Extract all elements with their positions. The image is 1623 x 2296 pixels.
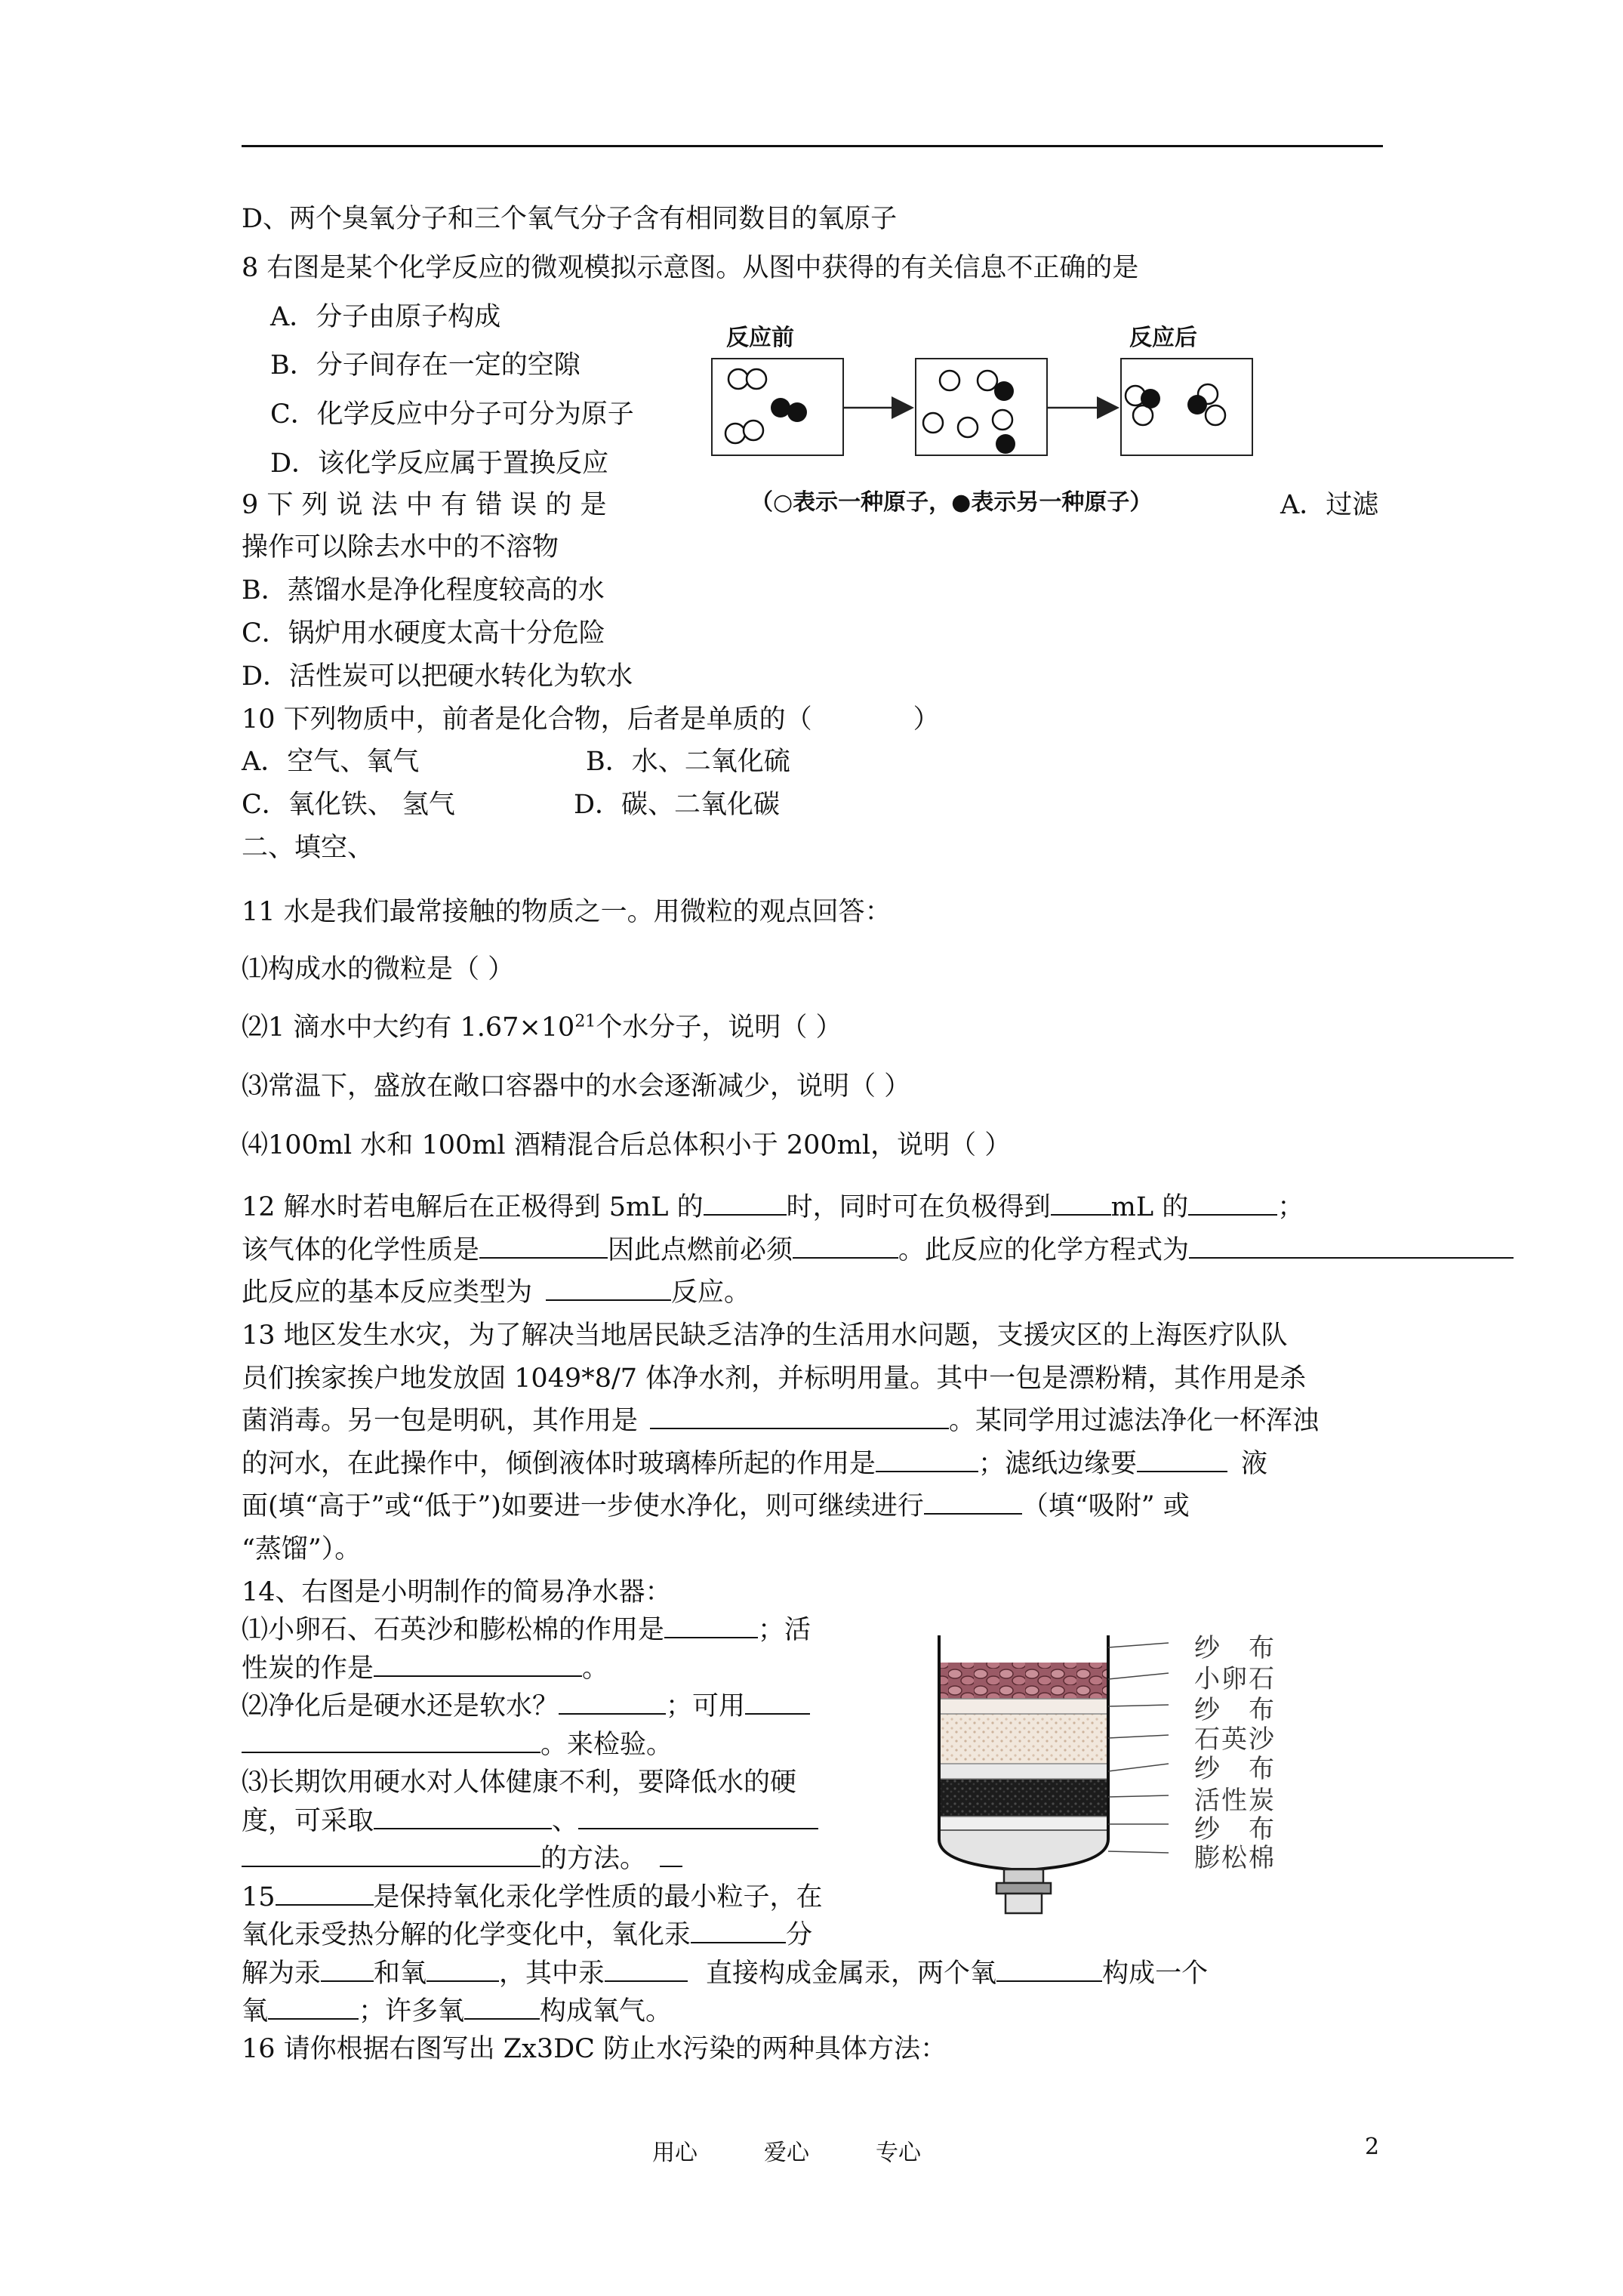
- filter-label-cotton: 膨松棉: [1194, 1843, 1276, 1873]
- q10-option-a: A．空气、氧气: [242, 747, 420, 777]
- q13-text-6: 面(填“高于”或“低于”)如要进一步使水净化，则可继续进行: [242, 1491, 924, 1521]
- q13-blank-3[interactable]: [1137, 1448, 1227, 1472]
- q8-option-c: C．化学反应中分子可分为原子: [270, 399, 634, 430]
- q9-stem: 9 下 列 说 法 中 有 错 误 的 是: [242, 490, 607, 520]
- q8-option-d: D．该化学反应属于置换反应: [270, 448, 609, 479]
- q15-text-12: 构成氧气。: [540, 1996, 673, 2026]
- q11-part2-exponent: 21: [574, 1012, 596, 1031]
- q14-text-3: 性炭的作是: [242, 1653, 374, 1684]
- q8-stem: 8 右图是某个化学反应的微观模拟示意图。从图中获得的有关信息不正确的是: [242, 253, 1139, 283]
- q15-text-8: 直接构成金属汞，两个氧: [706, 1959, 997, 1989]
- q14-blank-8[interactable]: [242, 1843, 540, 1867]
- filter-label-quartz-sand: 石英沙: [1194, 1724, 1276, 1755]
- q12-blank-3[interactable]: [1188, 1191, 1277, 1216]
- q11-part2-text-end: 个水分子，说明（ ）: [596, 1012, 842, 1043]
- q12-blank-7[interactable]: [546, 1277, 671, 1301]
- q15-text-2: 是保持氧化汞化学性质的最小粒子，在: [373, 1882, 823, 1912]
- q11-part3: ⑶常温下，盛放在敞口容器中的水会逐渐减少，说明（ ）: [242, 1071, 911, 1102]
- q14-text-6: ；可用: [666, 1691, 746, 1721]
- q10-option-d: D．碳、二氧化碳: [574, 790, 781, 820]
- q15-text-9: 构成一个: [1102, 1959, 1209, 1989]
- q15-blank-6[interactable]: [996, 1958, 1102, 1982]
- q15-blank-5[interactable]: [605, 1958, 688, 1982]
- q14-blank-9[interactable]: [660, 1843, 682, 1867]
- filter-label-pebbles: 小卵石: [1194, 1664, 1276, 1694]
- q10-option-b: B．水、二氧化硫: [586, 747, 790, 777]
- q12-line2: [242, 1234, 1514, 1267]
- q9-option-b: B．蒸馏水是净化程度较高的水: [242, 575, 605, 606]
- filter-label-gauze-1: 纱 布: [1194, 1633, 1276, 1663]
- q12-text-2: 时，同时可在负极得到: [786, 1192, 1051, 1222]
- q13-text-1: 菌消毒。另一包是明矾，其作用是: [242, 1406, 639, 1436]
- q12-text-4: ；: [1277, 1192, 1304, 1222]
- q15-text-7: ，其中汞: [499, 1959, 605, 1989]
- q14-text-2: ；活: [758, 1615, 812, 1645]
- header-rule: [242, 145, 1383, 147]
- footer-right: 专心: [876, 2140, 921, 2166]
- q10-stem-end: ）: [913, 704, 940, 735]
- q14-blank-4[interactable]: [745, 1690, 810, 1715]
- q9-option-c: C．锅炉用水硬度太高十分危险: [242, 618, 605, 649]
- q11-part1: ⑴构成水的微粒是（ ）: [242, 954, 515, 985]
- q14-stem: 14、右图是小明制作的简易净水器：: [242, 1577, 672, 1607]
- q12-blank-4[interactable]: [479, 1234, 608, 1259]
- q13-text-2: 。某同学用过滤法净化一杯浑浊: [949, 1406, 1320, 1436]
- diagram-after-label: 反应后: [1129, 325, 1197, 351]
- q12-text-6: 因此点燃前必须: [608, 1235, 793, 1265]
- q11-part2-text: ⑵1 滴水中大约有 1.67×10: [242, 1012, 575, 1043]
- q14-part3: ⑶长期饮用硬水对人体健康不利，要降低水的硬: [242, 1767, 797, 1798]
- q13-blank-1[interactable]: [650, 1405, 949, 1429]
- q11-stem: 11 水是我们最常接触的物质之一。用微粒的观点回答：: [242, 897, 892, 927]
- q13-line2: 员们挨家挨户地发放固 1049*8/7 体净水剂，并标明用量。其中一包是漂粉精，其作用是杀: [242, 1364, 1307, 1394]
- q13-line4: [242, 1447, 1267, 1481]
- page-number: 2: [1365, 2134, 1380, 2160]
- q12-text-1: 12 解水时若电解后在正极得到 5mL 的: [242, 1192, 704, 1222]
- filter-label-gauze-2: 纱 布: [1194, 1695, 1276, 1725]
- diagram-caption: （○表示一种原子，●表示另一种原子）: [750, 489, 1153, 516]
- filter-label-gauze-3: 纱 布: [1194, 1754, 1276, 1784]
- q14-text-10: 的方法。: [540, 1844, 647, 1874]
- q15-text-1: 15: [242, 1882, 276, 1912]
- q8-option-a: A．分子由原子构成: [270, 302, 501, 332]
- q12-text-7: 。此反应的化学方程式为: [898, 1235, 1190, 1265]
- filter-label-gauze-4: 纱 布: [1194, 1814, 1276, 1845]
- q14-blank-5[interactable]: [242, 1729, 540, 1753]
- q13-blank-4[interactable]: [924, 1490, 1022, 1515]
- q14-blank-3[interactable]: [559, 1690, 666, 1715]
- q12-text-8: 此反应的基本反应类型为: [242, 1277, 533, 1308]
- q11-part2: [242, 1011, 842, 1044]
- footer-mid: 爱心: [764, 2140, 809, 2166]
- q12-text-9: 反应。: [671, 1277, 751, 1308]
- q14-blank-7[interactable]: [578, 1805, 818, 1829]
- q13-line3: [242, 1404, 1319, 1438]
- q13-line1: 13 地区发生水灾，为了解决当地居民缺乏洁净的生活用水问题，支援灾区的上海医疗队队: [242, 1321, 1288, 1351]
- q15-text-11: ；许多氧: [359, 1996, 465, 2026]
- q14-part2: [242, 1690, 810, 1723]
- q12-blank-5[interactable]: [793, 1234, 898, 1259]
- q13-text-3: 的河水，在此操作中，倾倒液体时玻璃棒所起的作用是: [242, 1449, 876, 1479]
- q11-part4: ⑷100ml 水和 100ml 酒精混合后总体积小于 200ml，说明（ ）: [242, 1130, 1012, 1160]
- q15-text-10: 氧: [242, 1996, 269, 2026]
- q14-text-7: 。来检验。: [540, 1730, 673, 1760]
- q14-text-5: ⑵净化后是硬水还是软水？: [242, 1691, 559, 1721]
- q14-part3-cont: [242, 1804, 818, 1838]
- q12-text-3: mL 的: [1110, 1192, 1189, 1222]
- q13-blank-2[interactable]: [876, 1448, 978, 1472]
- q12-line3: [242, 1276, 750, 1309]
- footer-left: 用心: [652, 2140, 698, 2166]
- q15-text-6: 和氧: [374, 1959, 427, 1989]
- diagram-particles: [679, 347, 1283, 468]
- q9-option-a-start: A．过滤: [1280, 490, 1379, 520]
- q13-text-5: 液: [1241, 1449, 1268, 1479]
- q14-part2-cont: [242, 1728, 673, 1761]
- q15-text-3: 氧化汞受热分解的化学变化中，氧化汞: [242, 1920, 691, 1950]
- q9-option-a-rest: 操作可以除去水中的不溶物: [242, 532, 559, 562]
- q12-line1: [242, 1191, 1304, 1224]
- q15-blank-7[interactable]: [268, 1996, 359, 2020]
- q13-text-4: ；滤纸边缘要: [978, 1449, 1138, 1479]
- q15-text-4: 分: [786, 1920, 813, 1950]
- q15-line4: [242, 1995, 672, 2028]
- q16-stem: 16 请你根据右图写出 Zx3DC 防止水污染的两种具体方法：: [242, 2034, 947, 2064]
- q13-line5: [242, 1490, 1190, 1523]
- q14-blank-6[interactable]: [374, 1805, 552, 1829]
- q8-option-b: B．分子间存在一定的空隙: [270, 350, 581, 381]
- q12-blank-2[interactable]: [1051, 1191, 1111, 1216]
- water-filter-drawing: [922, 1635, 1179, 1937]
- q9-option-d: D．活性炭可以把硬水转化为软水: [242, 661, 633, 692]
- q15-line2: [242, 1918, 812, 1952]
- q15-blank-8[interactable]: [464, 1996, 540, 2020]
- q14-blank-2[interactable]: [374, 1653, 582, 1677]
- q15-blank-3[interactable]: [321, 1958, 374, 1982]
- q13-line6: “蒸馏”）。: [242, 1534, 362, 1564]
- q12-blank-1[interactable]: [704, 1191, 787, 1216]
- q14-part3-end: [242, 1842, 682, 1875]
- q14-text-9: 、: [552, 1806, 579, 1836]
- q14-part1: [242, 1613, 811, 1647]
- q14-part1-cont: [242, 1652, 608, 1685]
- q10-stem-text: 10 下列物质中，前者是化合物，后者是单质的（: [242, 704, 812, 735]
- q14-blank-1[interactable]: [664, 1614, 758, 1638]
- q14-text-1: ⑴小卵石、石英沙和膨松棉的作用是: [242, 1615, 665, 1645]
- q15-blank-4[interactable]: [427, 1958, 499, 1982]
- section-fill-blank-heading: 二、填空、: [242, 833, 374, 863]
- q15-line3: [242, 1957, 1208, 1990]
- q12-text-5: 该气体的化学性质是: [242, 1235, 480, 1265]
- q13-text-7: （填“吸附” 或: [1021, 1491, 1190, 1521]
- q14-text-8: 度，可采取: [242, 1806, 374, 1836]
- q15-line1: [242, 1881, 823, 1914]
- q15-text-5: 解为汞: [242, 1959, 322, 1989]
- q10-option-c: C．氧化铁、 氢气: [242, 790, 455, 820]
- q7-option-d: D、两个臭氧分子和三个氧气分子含有相同数目的氧原子: [242, 204, 898, 234]
- q15-blank-2[interactable]: [691, 1919, 786, 1943]
- diagram-before-label: 反应前: [726, 325, 794, 351]
- q14-text-4: 。: [582, 1653, 609, 1684]
- q12-blank-6[interactable]: [1189, 1234, 1514, 1259]
- q15-blank-1[interactable]: [276, 1881, 374, 1906]
- q10-stem: [242, 703, 940, 736]
- filter-label-activated-carbon: 活性炭: [1194, 1786, 1276, 1816]
